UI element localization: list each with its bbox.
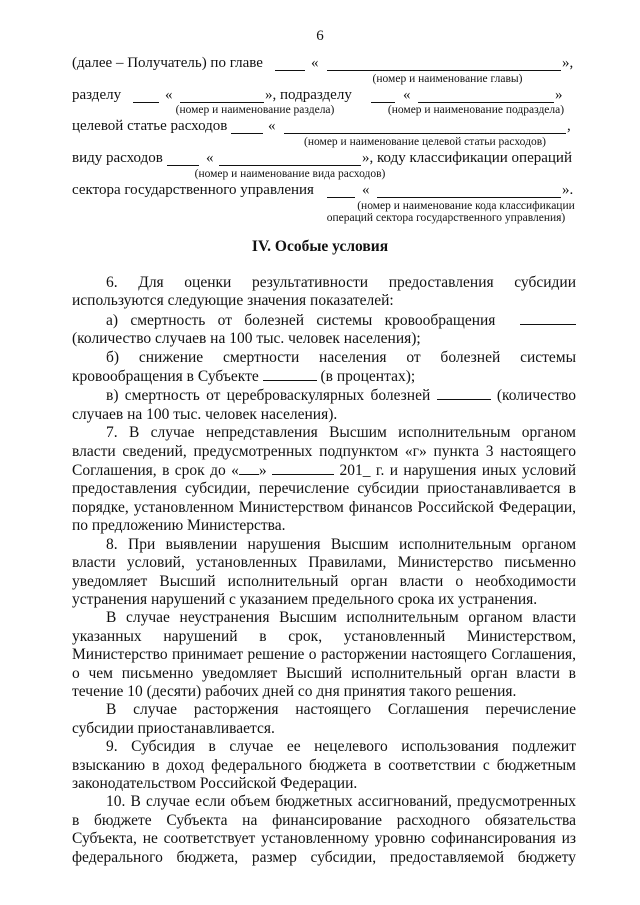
chapter-code-blank <box>275 70 305 71</box>
gov-sector-caption-1: (номер и наименование кода классификации <box>357 200 575 212</box>
paragraph-6b-unit: (в процентах); <box>320 368 416 386</box>
section-title: IV. Особые условия <box>251 238 389 255</box>
expense-type-code-blank <box>167 165 199 166</box>
indicator-a-blank <box>520 311 576 325</box>
section-caption: (номер и наименование раздела) <box>175 104 335 116</box>
indicator-b-blank <box>263 367 317 381</box>
quote-close: » <box>555 87 563 103</box>
quote-open: « <box>268 118 276 134</box>
quote-open: « <box>362 182 370 198</box>
gov-sector-label: сектора государственного управления <box>72 182 314 198</box>
paragraph-6b <box>72 349 576 387</box>
paragraph-7-text-1: 7. В случае непредставления Высшим исполнительным органом власти сведений, предусмотренных подпунктом «г» пункта 3 настоящего Соглашения, в срок до « <box>72 424 576 480</box>
operations-code-label: », коду классификации операций <box>362 150 572 166</box>
paragraph-7-text-2: 201_ г. и нарушения иных условий предоставления субсидии, перечисление субсидии приостанавливается в порядке, установленном Министерством финансов Российской Федерации, по предложению Министерства. <box>72 462 577 535</box>
target-article-label: целевой статье расходов <box>72 118 228 134</box>
deadline-day-blank <box>239 461 259 475</box>
paragraph-10: 10. В случае если объем бюджетных ассигнований, предусмотренных в бюджете Субъекта на финансирование расходного обязательства Субъекта, не соответствует установленному уровню софинансирования из федерального бюджета, размер субсидии, предоставляемой бюджету <box>72 793 576 866</box>
comma: , <box>567 118 571 134</box>
paragraph-6a-line-1 <box>72 311 576 330</box>
expense-type-caption: (номер и наименование вида расходов) <box>194 168 386 180</box>
section-label: разделу <box>72 87 122 103</box>
gov-sector-name-blank <box>377 197 561 198</box>
quote-open: « <box>165 87 173 103</box>
paragraph-6c-unit: (количество случаев на 100 тыс. человек населения). <box>72 387 577 423</box>
expense-type-name-blank <box>219 165 361 166</box>
subsection-label: », подразделу <box>265 87 352 103</box>
recipient-chapter-label: (далее – Получатель) по главе <box>72 55 263 71</box>
target-article-name-blank <box>284 133 566 134</box>
gov-sector-code-blank <box>327 197 355 198</box>
quote-open: « <box>311 55 319 71</box>
paragraph-6a-line-2: (количество случаев на 100 тыс. человек населения); <box>72 330 421 348</box>
section-name-blank <box>180 102 264 103</box>
quote-close: ». <box>562 182 574 198</box>
target-article-code-blank <box>231 133 263 134</box>
paragraph-6c-text: в) смертность от цереброваскулярных болезней <box>106 387 431 405</box>
deadline-month-blank <box>272 461 334 475</box>
paragraph-8-second: В случае неустранения Высшим исполнительным органом власти указанных нарушений в срок, установленный Министерством, Министерство принимает решение о расторжении настоящего Соглашения, о чем письменно уведомляет Высший исполнительный орган власти в течение 10 (десяти) рабочих дней со дня принятия такого решения. <box>72 609 576 700</box>
expense-type-label: виду расходов <box>72 150 163 166</box>
paragraph-6b-text: б) снижение смертности населения от болезней системы кровообращения в Субъекте <box>72 348 576 386</box>
section-code-blank <box>133 102 159 103</box>
gov-sector-caption-2: операций сектора государственного управления) <box>326 212 566 224</box>
subsection-code-blank <box>371 102 395 103</box>
indicator-c-blank <box>437 386 491 400</box>
paragraph-6-intro: 6. Для оценки результативности предоставления субсидии используются следующие значения показателей: <box>72 274 576 310</box>
paragraph-7-quote: » <box>258 462 267 480</box>
quote-open: « <box>206 150 214 166</box>
paragraph-9: 9. Субсидия в случае ее нецелевого использования подлежит взысканию в доход федерального бюджета в соответствии с бюджетным законодательством Российской Федерации. <box>72 738 576 792</box>
paragraph-7 <box>72 424 576 535</box>
conditions-text <box>72 274 576 867</box>
subsection-name-blank <box>418 102 554 103</box>
paragraph-8: 8. При выявлении нарушения Высшим исполнительным органом власти условий, установленных Правилами, Министерство письменно уведомляет Высший исполнительный орган власти о необходимости устранения нарушений с указанием предельного срока их устранения. <box>72 535 576 608</box>
chapter-name-blank <box>327 70 561 71</box>
paragraph-6a-text: а) смертность от болезней системы кровообращения <box>106 311 496 329</box>
quote-open: « <box>403 87 411 103</box>
paragraph-6c <box>72 386 576 424</box>
chapter-caption: (номер и наименование главы) <box>372 73 523 85</box>
target-article-caption: (номер и наименование целевой статьи расходов) <box>304 136 546 148</box>
page-number: 6 <box>316 28 324 44</box>
subsection-caption: (номер и наименование подраздела) <box>387 104 565 116</box>
paragraph-8-third: В случае расторжения настоящего Соглашения перечисление субсидии приостанавливается. <box>72 701 576 737</box>
quote-close: », <box>562 55 574 71</box>
